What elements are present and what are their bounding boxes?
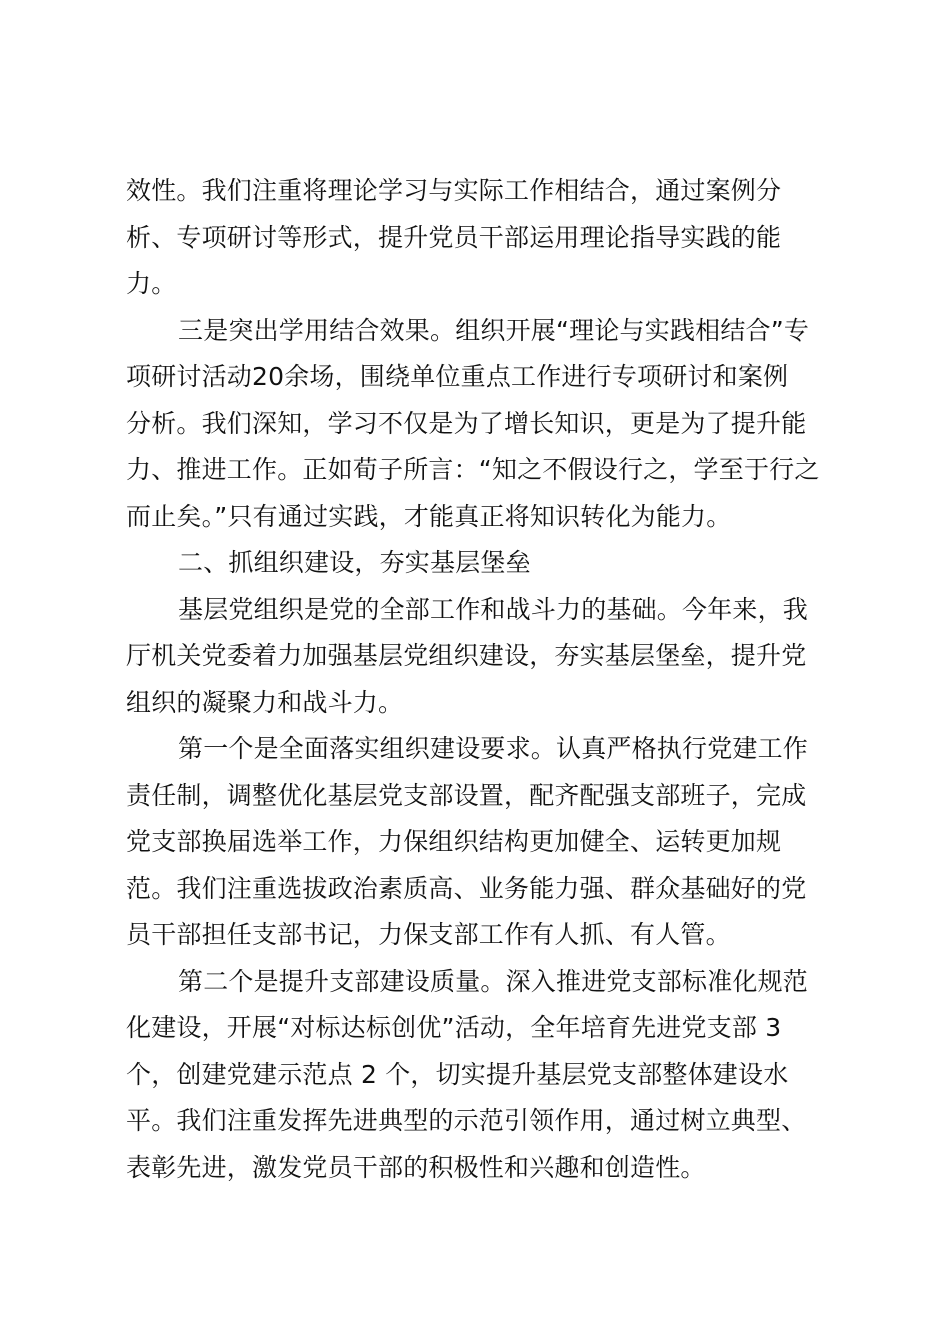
text-line-3: 力。 — [126, 269, 177, 298]
text-line-6: 分析。我们深知，学习不仅是为了增长知识，更是为了提升能 — [126, 408, 807, 438]
text-line-21: 平。我们注重发挥先进典型的示范引领作用，通过树立典型、 — [126, 1106, 807, 1135]
text-line-2: 析、专项研讨等形式，提升党员干部运用理论指导实践的能 — [126, 222, 782, 252]
text-line-1: 效性。我们注重将理论学习与实际工作相结合，通过案例分 — [126, 176, 782, 205]
text-line-7: 力、推进工作。正如荀子所言：“知之不假设行之，学至于行之 — [126, 455, 820, 484]
text-line-22: 表彰先进，激发党员干部的积极性和兴趣和创造性。 — [126, 1152, 706, 1182]
text-line-19: 化建设，开展“对标达标创优”活动，全年培育先进党支部 3 — [126, 1013, 782, 1042]
text-line-14: 责任制，调整优化基层党支部设置，配齐配强支部班子，完成 — [126, 780, 807, 810]
text-line-17: 员干部担任支部书记，力保支部工作有人抓、有人管。 — [126, 920, 731, 949]
text-line-4: 三是突出学用结合效果。组织开展“理论与实践相结合”专 — [178, 315, 810, 345]
text-line-13: 第一个是全面落实组织建设要求。认真严格执行党建工作 — [178, 734, 809, 763]
text-line-16: 范。我们注重选拔政治素质高、业务能力强、群众基础好的党 — [126, 873, 807, 903]
text-line-18: 第二个是提升支部建设质量。深入推进党支部标准化规范 — [178, 966, 809, 996]
text-line-11: 厅机关党委着力加强基层党组织建设，夯实基层堡垒，提升党 — [126, 641, 807, 670]
document-body — [126, 168, 846, 1191]
text-line-8: 而止矣。”只有通过实践，才能真正将知识转化为能力。 — [126, 501, 732, 531]
text-line-10: 基层党组织是党的全部工作和战斗力的基础。今年来，我 — [178, 594, 809, 624]
text-line-5: 项研讨活动20余场，围绕单位重点工作进行专项研讨和案例 — [126, 362, 789, 391]
text-line-9: 二、抓组织建设，夯实基层堡垒 — [178, 548, 531, 577]
text-line-15: 党支部换届选举工作，力保组织结构更加健全、运转更加规 — [126, 827, 782, 856]
text-line-20: 个，创建党建示范点 2 个，切实提升基层党支部整体建设水 — [126, 1059, 789, 1089]
text-line-12: 组织的凝聚力和战斗力。 — [126, 687, 404, 717]
